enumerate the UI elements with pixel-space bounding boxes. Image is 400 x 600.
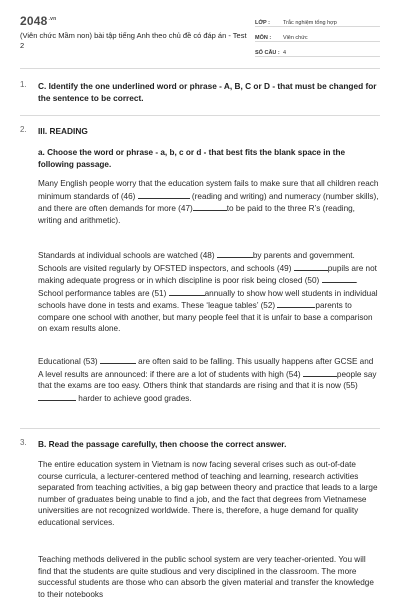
passage-text: by parents and government. Schools are visited regularly by OFSTED inspectors, and schools (49) xyxy=(38,251,355,273)
passage-paragraph: The entire education system in Vietnam is now facing several crises such as out-of-date course curricula, a lecturer-centered method of teaching and learning, research activities separated from teaching activities, a big gap between theory and practice that leads to a large number of graduates being unable to find a job, and the fact that degrees from Vietnamese universities are not recognized worldwide. There is, therefore, a huge demand for quality educational services. xyxy=(38,460,378,527)
meta-label: LỚP : xyxy=(255,20,270,26)
meta-value: Viên chức xyxy=(283,35,308,41)
question-number: 2. xyxy=(20,125,27,134)
passage-text: are often said to be falling. This usually happens after GCSE and A level results are announced: if there are a lot of students with high (54) xyxy=(38,357,374,379)
blank-46 xyxy=(138,190,190,199)
logo-suffix: .vn xyxy=(48,16,57,22)
divider xyxy=(20,428,380,429)
passage-text: people say that the exams are too easy. Others think that standards are rising and that it is now (55) xyxy=(38,369,377,390)
passage-text: (reading and writing) and numeracy (number skills), and there are often demands for more (47) xyxy=(38,191,379,213)
page-header xyxy=(0,0,400,66)
passage-text: parents to compare one school with another, but many people feel that it is unfair to base a comparison on exam results alone. xyxy=(38,301,373,333)
instruction-text: a. Choose the word or phrase - a, b, c or d - that best fits the blank space in the following passage. xyxy=(38,148,346,169)
logo-text: 2048 xyxy=(20,14,48,28)
meta-row-count xyxy=(255,42,380,57)
passage-paragraph: Teaching methods delivered in the public school system are very teacher-oriented. You will find that the students are quite studious and very disciplined in the classroom. The more successful students are those who can absorb the given material and transfer the knowledge to their notebooks xyxy=(38,555,374,599)
document-title: (Viên chức Mầm non) bài tập tiếng Anh theo chủ đề có đáp án - Test 2 xyxy=(20,31,247,50)
meta-row-class xyxy=(255,12,380,27)
divider xyxy=(20,115,380,116)
question-text: B. Read the passage carefully, then choose the correct answer. xyxy=(38,439,287,449)
passage-text: Standards at individual schools are watched (48) xyxy=(38,251,217,260)
question-text: C. Identify the one underlined word or phrase - A, B, C or D - that must be changed for the sentence to be correct. xyxy=(38,81,377,103)
meta-value: Trắc nghiệm tổng hợp xyxy=(283,20,337,26)
blank-52 xyxy=(277,299,315,308)
passage-text: pupils are not making adequate progress or in which discipline is poor risk being closed (50) xyxy=(38,263,377,285)
meta-value: 4 xyxy=(283,50,287,56)
blank-54 xyxy=(303,368,337,377)
passage-paragraph xyxy=(38,249,380,335)
passage-text: Many English people worry that the education system fails to make sure that all children reach minimum standards of (46) xyxy=(38,179,379,201)
blank-49 xyxy=(294,262,328,271)
blank-51 xyxy=(169,287,205,296)
meta-row-subject xyxy=(255,27,380,42)
blank-53 xyxy=(100,355,136,364)
passage-text: annually to show how well students in individual schools have done in tests and exams. These ‘league tables’ (52) xyxy=(38,288,378,310)
passage-text: to be paid to the three R’s (reading, writing and arithmetic). xyxy=(38,204,355,225)
meta-label: MÔN : xyxy=(255,35,272,41)
passage-text: . School performance tables are (51) xyxy=(38,276,358,298)
question-number: 1. xyxy=(20,80,27,89)
meta-table xyxy=(255,12,380,57)
passage-text: Educational (53) xyxy=(38,357,100,366)
blank-55 xyxy=(38,392,76,401)
passage-paragraph xyxy=(38,355,380,404)
question-number: 3. xyxy=(20,438,27,447)
blank-50 xyxy=(322,274,356,283)
passage-text: harder to achieve good grades. xyxy=(76,393,192,403)
blank-47 xyxy=(193,202,227,211)
site-logo[interactable] xyxy=(20,14,56,28)
meta-label: SỐ CÂU : xyxy=(255,50,280,56)
section-heading: III. READING xyxy=(38,126,88,136)
blank-48 xyxy=(217,249,253,258)
divider xyxy=(20,68,380,69)
passage-paragraph xyxy=(38,178,380,226)
